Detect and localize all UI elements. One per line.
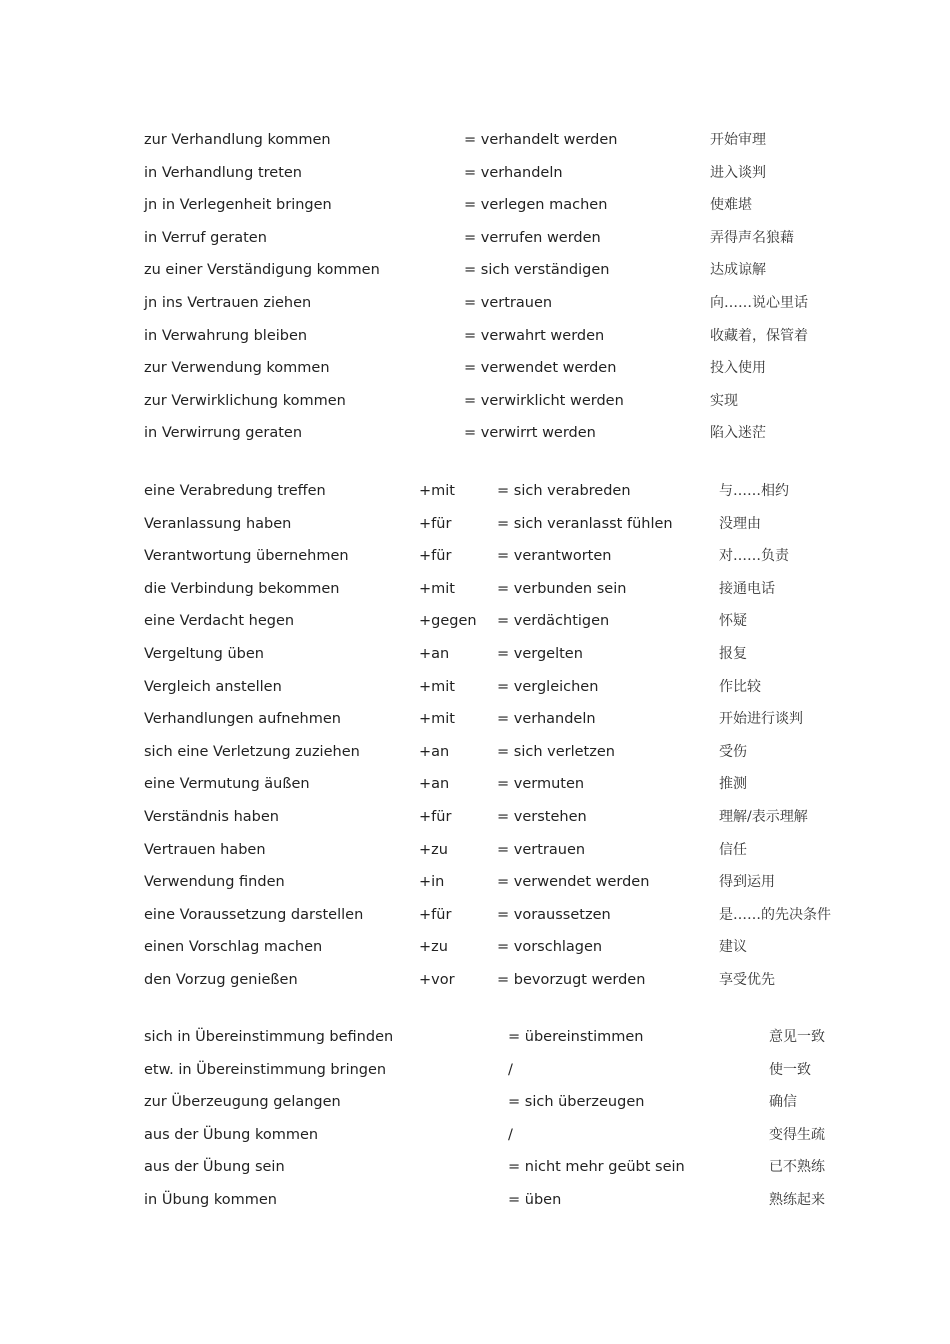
chinese-translation: 向……说心里话 [710, 294, 808, 311]
phrase-text: eine Verdacht hegen [144, 613, 295, 630]
phrase-row [144, 841, 950, 874]
phrase-text: einen Vorschlag machen [144, 939, 323, 956]
preposition: +für [419, 808, 452, 825]
chinese-translation: 得到运用 [719, 874, 775, 891]
chinese-translation: 进入谈判 [710, 164, 766, 181]
chinese-translation: 建议 [719, 939, 747, 956]
equivalent-verb: = verlegen machen [464, 197, 608, 214]
preposition: +für [419, 906, 452, 923]
equivalent-verb: = übereinstimmen [508, 1029, 644, 1045]
phrase-row [144, 164, 950, 197]
equivalent-verb: = vermuten [497, 776, 585, 793]
phrase-text: sich eine Verletzung zuziehen [144, 743, 360, 760]
phrase-text: Verhandlungen aufnehmen [144, 711, 341, 728]
preposition: +gegen [419, 613, 477, 630]
phrase-text: Veranlassung haben [144, 515, 292, 532]
phrase-text: Verantwortung übernehmen [144, 548, 349, 565]
phrase-text: eine Verabredung treffen [144, 483, 326, 499]
phrase-row [144, 1061, 950, 1094]
equivalent-verb: = vertrauen [497, 841, 586, 858]
phrase-text: Verständnis haben [144, 808, 279, 825]
phrase-text: Vertrauen haben [144, 841, 266, 858]
equivalent-verb: = sich überzeugen [508, 1094, 645, 1111]
chinese-translation: 收藏着，保管着 [710, 327, 808, 344]
phrase-row [144, 612, 950, 645]
equivalent-verb: = verhandeln [497, 711, 596, 728]
equivalent-verb: = verwirklicht werden [464, 392, 624, 409]
phrase-text: sich in Übereinstimmung befinden [144, 1029, 394, 1045]
phrase-row [144, 678, 950, 711]
chinese-translation: 弄得声名狼藉 [710, 229, 794, 246]
preposition: +für [419, 515, 452, 532]
phrase-row [144, 359, 950, 392]
phrase-text: zur Verwendung kommen [144, 360, 330, 377]
preposition: +an [419, 645, 450, 662]
phrase-table-section-3 [144, 1028, 950, 1224]
chinese-translation: 怀疑 [719, 613, 747, 630]
phrase-row [144, 131, 950, 164]
chinese-translation: 推测 [719, 776, 747, 793]
equivalent-verb: = verwendet werden [464, 360, 617, 377]
equivalent-verb: = vorschlagen [497, 939, 603, 956]
equivalent-verb: = voraussetzen [497, 906, 611, 923]
phrase-row [144, 938, 950, 971]
phrase-row [144, 580, 950, 613]
phrase-text: eine Vermutung äußen [144, 776, 310, 793]
preposition: +an [419, 776, 450, 793]
phrase-text: jn ins Vertrauen ziehen [144, 294, 312, 311]
equivalent-verb: = bevorzugt werden [497, 971, 646, 988]
chinese-translation: 达成谅解 [710, 262, 766, 279]
equivalent-verb: = sich verabreden [497, 483, 631, 499]
phrase-row [144, 515, 950, 548]
phrase-text: aus der Übung sein [144, 1159, 285, 1176]
phrase-text: den Vorzug genießen [144, 971, 298, 988]
chinese-translation: 陷入迷茫 [710, 425, 766, 442]
equivalent-verb: = verantworten [497, 548, 612, 565]
phrase-text: in Verwahrung bleiben [144, 327, 308, 344]
phrase-row [144, 261, 950, 294]
phrase-row [144, 1028, 950, 1061]
phrase-text: jn in Verlegenheit bringen [144, 197, 332, 214]
equivalent-verb: = vergleichen [497, 678, 599, 695]
chinese-translation: 没理由 [719, 515, 761, 532]
chinese-translation: 对……负责 [719, 548, 789, 565]
chinese-translation: 报复 [719, 645, 747, 662]
equivalent-verb: = verhandelt werden [464, 132, 618, 148]
chinese-translation: 已不熟练 [769, 1159, 825, 1176]
equivalent-verb: = verwirrt werden [464, 425, 596, 442]
chinese-translation: 作比较 [719, 678, 761, 695]
chinese-translation: 熟练起来 [769, 1191, 825, 1208]
phrase-text: Vergleich anstellen [144, 678, 282, 695]
phrase-row [144, 392, 950, 425]
phrase-text: zur Verhandlung kommen [144, 132, 331, 148]
equivalent-verb: = sich veranlasst fühlen [497, 515, 673, 532]
phrase-row [144, 1126, 950, 1159]
equivalent-verb: = verhandeln [464, 164, 563, 181]
chinese-translation: 使难堪 [710, 197, 752, 214]
preposition: +zu [419, 939, 448, 956]
phrase-row [144, 229, 950, 262]
phrase-row [144, 906, 950, 939]
chinese-translation: 理解/表示理解 [719, 808, 808, 825]
phrase-text: in Verhandlung treten [144, 164, 302, 181]
chinese-translation: 开始审理 [710, 132, 766, 148]
phrase-text: in Übung kommen [144, 1191, 277, 1208]
equivalent-verb: = üben [508, 1191, 562, 1208]
phrase-row [144, 1093, 950, 1126]
equivalent-verb: = verdächtigen [497, 613, 610, 630]
phrase-text: Vergeltung üben [144, 645, 264, 662]
phrase-row [144, 1158, 950, 1191]
phrase-row [144, 327, 950, 360]
preposition: +an [419, 743, 450, 760]
chinese-translation: 意见一致 [769, 1029, 825, 1045]
phrase-row [144, 482, 950, 515]
preposition: +vor [419, 971, 455, 988]
equivalent-verb: = verstehen [497, 808, 587, 825]
phrase-text: etw. in Übereinstimmung bringen [144, 1061, 387, 1078]
phrase-text: aus der Übung kommen [144, 1126, 319, 1143]
chinese-translation: 实现 [710, 392, 738, 409]
chinese-translation: 是……的先决条件 [719, 906, 831, 923]
chinese-translation: 享受优先 [719, 971, 775, 988]
chinese-translation: 变得生疏 [769, 1126, 825, 1143]
phrase-text: in Verruf geraten [144, 229, 267, 246]
phrase-text: die Verbindung bekommen [144, 580, 340, 597]
phrase-text: zur Verwirklichung kommen [144, 392, 346, 409]
phrase-row [144, 743, 950, 776]
phrase-text: Verwendung finden [144, 874, 285, 891]
chinese-translation: 投入使用 [710, 360, 766, 377]
chinese-translation: 确信 [769, 1094, 797, 1111]
equivalent-verb: = verrufen werden [464, 229, 601, 246]
phrase-text: in Verwirrung geraten [144, 425, 303, 442]
preposition: +mit [419, 580, 455, 597]
preposition: +in [419, 874, 445, 891]
chinese-translation: 开始进行谈判 [719, 711, 803, 728]
phrase-row [144, 775, 950, 808]
equivalent-verb: = sich verletzen [497, 743, 615, 760]
preposition: +mit [419, 483, 455, 499]
phrase-row [144, 873, 950, 906]
phrase-row [144, 1191, 950, 1224]
phrase-table-section-1 [144, 131, 950, 457]
equivalent-verb: / [508, 1061, 513, 1078]
equivalent-verb: = sich verständigen [464, 262, 610, 279]
phrase-text: zur Überzeugung gelangen [144, 1094, 341, 1111]
chinese-translation: 接通电话 [719, 580, 775, 597]
chinese-translation: 信任 [719, 841, 747, 858]
preposition: +mit [419, 711, 455, 728]
phrase-row [144, 196, 950, 229]
preposition: +mit [419, 678, 455, 695]
phrase-row [144, 294, 950, 327]
equivalent-verb: = verbunden sein [497, 580, 627, 597]
phrase-text: zu einer Verständigung kommen [144, 262, 380, 279]
phrase-row [144, 547, 950, 580]
phrase-row [144, 971, 950, 1004]
chinese-translation: 受伤 [719, 743, 747, 760]
phrase-row [144, 645, 950, 678]
chinese-translation: 使一致 [769, 1061, 811, 1078]
equivalent-verb: = verwendet werden [497, 874, 650, 891]
equivalent-verb: = vertrauen [464, 294, 553, 311]
preposition: +zu [419, 841, 448, 858]
phrase-row [144, 424, 950, 457]
equivalent-verb: = verwahrt werden [464, 327, 605, 344]
phrase-text: eine Voraussetzung darstellen [144, 906, 364, 923]
phrase-row [144, 808, 950, 841]
equivalent-verb: = vergelten [497, 645, 583, 662]
phrase-table-section-2 [144, 482, 950, 1004]
equivalent-verb: / [508, 1126, 513, 1143]
preposition: +für [419, 548, 452, 565]
equivalent-verb: = nicht mehr geübt sein [508, 1159, 685, 1176]
phrase-row [144, 710, 950, 743]
chinese-translation: 与……相约 [719, 483, 789, 499]
